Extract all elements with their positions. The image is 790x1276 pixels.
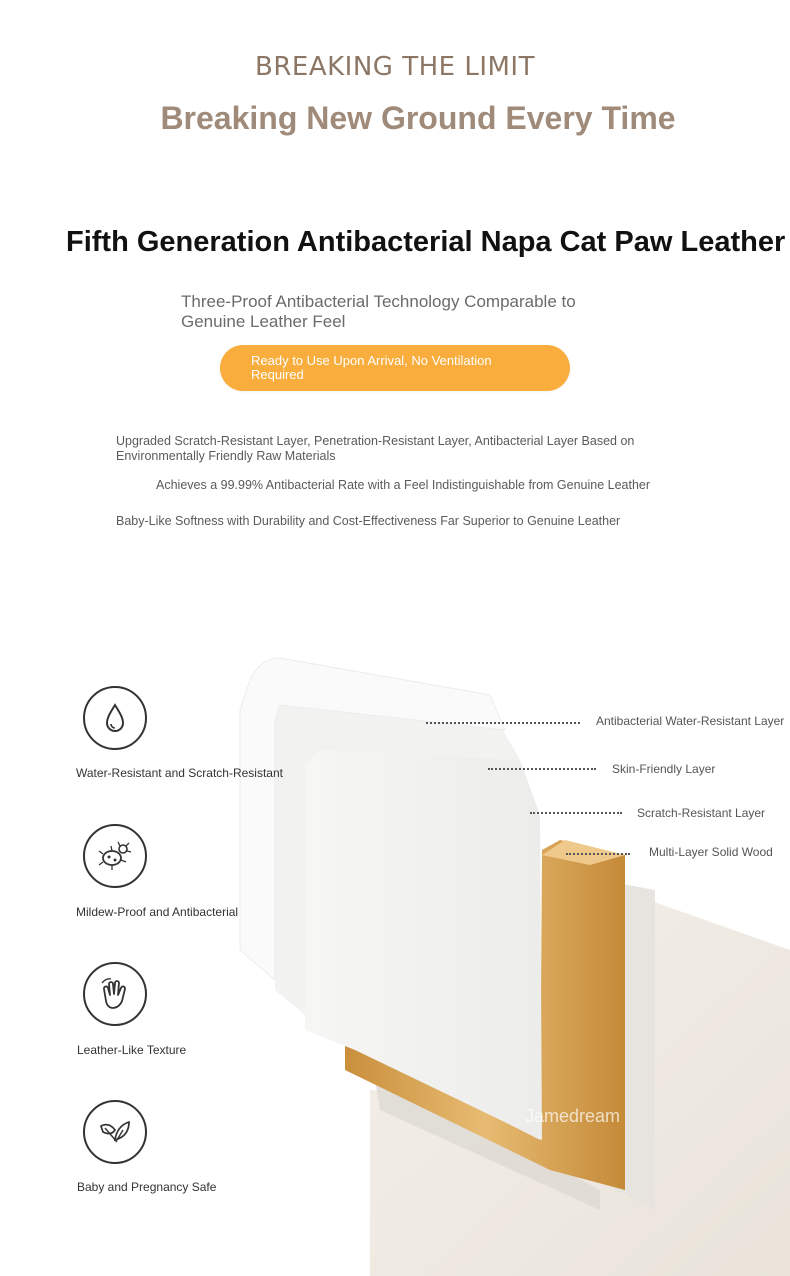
- feature-item: Upgraded Scratch-Resistant Layer, Penetration-Resistant Layer, Antibacterial Layer Based on Environmentally Friendly Raw Materials: [116, 434, 635, 463]
- water-drop-icon: [83, 686, 147, 750]
- section-headline: Breaking New Ground Every Time: [160, 100, 676, 136]
- product-subtitle: Three-Proof Antibacterial Technology Comparable to Genuine Leather Feel: [181, 292, 576, 331]
- section-kicker: BREAKING THE LIMIT: [255, 52, 535, 82]
- property-label: Water-Resistant and Scratch-Resistant: [76, 766, 283, 780]
- callout-line: [566, 853, 630, 855]
- layer-label-scratch-resistant: Scratch-Resistant Layer: [637, 806, 766, 820]
- layer-label-solid-wood: Multi-Layer Solid Wood: [649, 845, 773, 859]
- leaf-icon: [83, 1100, 147, 1164]
- callout-line: [426, 722, 580, 724]
- feature-item: Baby-Like Softness with Durability and Cost-Effectiveness Far Superior to Genuine Leather: [116, 514, 621, 528]
- feature-item: Achieves a 99.99% Antibacterial Rate with a Feel Indistinguishable from Genuine Leather: [156, 478, 651, 492]
- bacteria-icon: [83, 824, 147, 888]
- arrival-badge-text: Ready to Use Upon Arrival, No Ventilation Required: [251, 353, 492, 382]
- callout-line: [530, 812, 622, 814]
- property-label: Leather-Like Texture: [77, 1043, 187, 1057]
- layer-label-skin-friendly: Skin-Friendly Layer: [612, 762, 716, 776]
- property-label: Baby and Pregnancy Safe: [77, 1180, 217, 1194]
- leather-layers-illustration: [220, 650, 790, 1276]
- watermark-text: Jamedream: [525, 1106, 621, 1126]
- product-title: Fifth Generation Antibacterial Napa Cat Paw Leather: [66, 226, 786, 258]
- arrival-badge: [220, 345, 570, 391]
- layer-label-antibacterial: Antibacterial Water-Resistant Layer: [596, 714, 785, 728]
- callout-line: [488, 768, 596, 770]
- property-label: Mildew-Proof and Antibacterial: [76, 905, 239, 919]
- hand-touch-icon: [83, 962, 147, 1026]
